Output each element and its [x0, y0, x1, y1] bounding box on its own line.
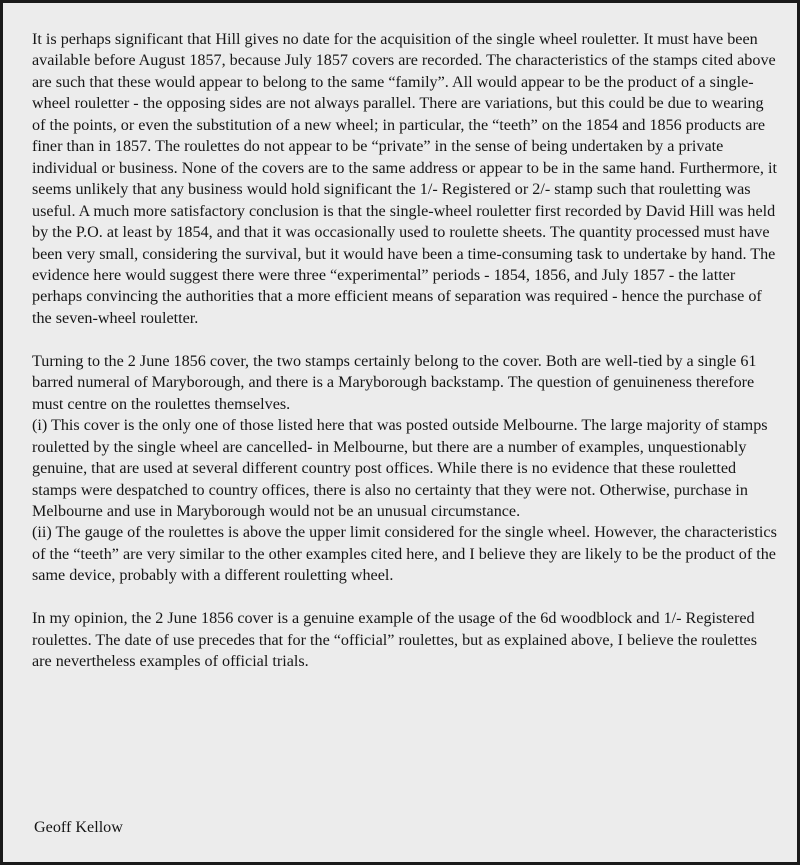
paragraph-point-i: (i) This cover is the only one of those listed here that was posted outside Melbourne. The large majority of stamps rouletted by the single wheel are cancelled- in Melbourne, but there are a number of examples, unquestionably genuine, that are used at several different country post offices. While there is no evidence that these rouletted stamps were despatched to country offices, there is also no certainty that they were not. Otherwise, purchase in Melbourne and use in Maryborough would not be an unusual circumstance.: [32, 417, 768, 520]
paragraph-june-1856-cover: Turning to the 2 June 1856 cover, the two stamps certainly belong to the cover. Both are well-tied by a single 61 barred numeral of Maryborough, and there is a Maryborough backstamp. The question of genuineness therefore must centre on the roulettes themselves.: [32, 352, 757, 413]
document-page: [3, 3, 797, 862]
author-signature: Geoff Kellow: [34, 819, 123, 836]
paragraph-rouletter-history: It is perhaps significant that Hill gives no date for the acquisition of the single wheel rouletter. It must have been available before August 1857, because July 1857 covers are recorded. The characteristics of the stamps cited above are such that these would appear to belong to the same “family”. All would appear to be the product of a single-wheel rouletter - the opposing sides are not always parallel. There are variations, but this could be due to wearing of the points, or even the substitution of a new wheel; in particular, the “teeth” on the 1854 and 1856 products are finer than in 1857. The roulettes do not appear to be “private” in the sense of being undertaken by a private individual or business. None of the covers are to the same address or appear to be in the same hand. Furthermore, it seems unlikely that any business would hold significant the 1/- Registered or 2/- stamp such that rouletting was useful. A much more satisfactory conclusion is that the single-wheel rouletter first recorded by David Hill was held by the P.O. at least by 1854, and that it was occasionally used to roulette sheets. The quantity processed must have been very small, considering the survival, but it would have been a time-consuming task to undertake by hand. The evidence here would suggest there were three “experimental” periods - 1854, 1856, and July 1857 - the latter perhaps convincing the authorities that a more efficient means of separation was required - hence the purchase of the seven-wheel rouletter.: [32, 31, 777, 327]
paragraph-gap: [32, 329, 777, 350]
paragraph-point-ii: (ii) The gauge of the roulettes is above the upper limit considered for the single wheel. However, the characteristics of the “teeth” are very similar to the other examples cited here, and I believe they are likely to be the product of the same device, probably with a different rouletting wheel.: [32, 524, 777, 585]
paragraph-gap: [32, 587, 777, 608]
paragraph-opinion: In my opinion, the 2 June 1856 cover is a genuine example of the usage of the 6d woodblock and 1/- Registered roulettes. The date of use precedes that for the “official” roulettes, but as explained above, I believe the roulettes are nevertheless examples of official trials.: [32, 610, 757, 671]
document-body: [32, 29, 777, 673]
